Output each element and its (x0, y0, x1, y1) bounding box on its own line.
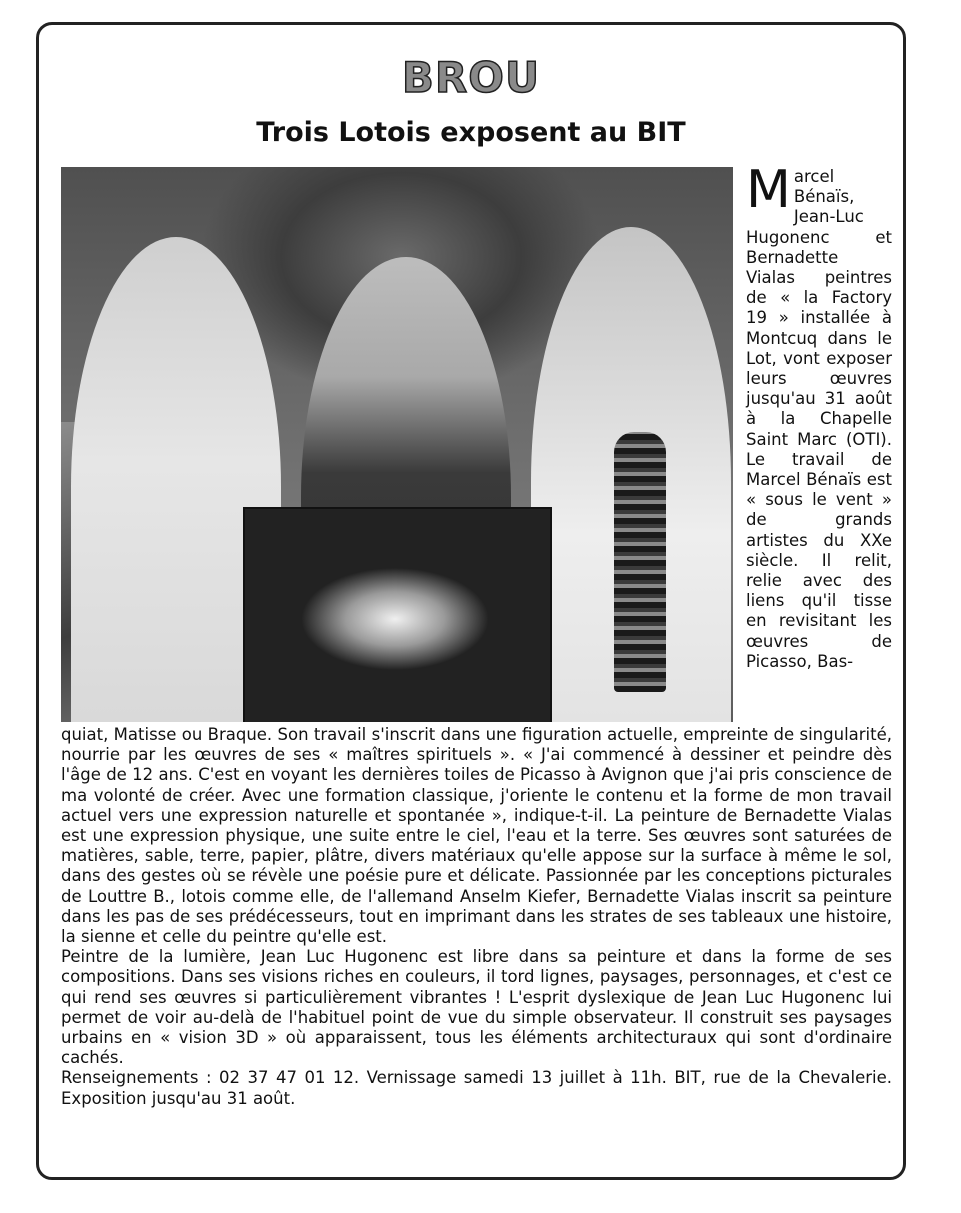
held-painting-image (243, 507, 552, 722)
sculpture-image (614, 432, 666, 692)
intro-column-text: arcel Bénaïs, Jean-Luc Hugonenc et Bernadette Vialas peintres de « la Factory 19 » installée à Montcuq dans le Lot, vont exposer leurs œuvres jusqu'au 31 août à la Chapelle Saint Marc (OTI). Le travail de Marcel Bénaïs est « sous le vent » de grands artistes du XXe siècle. Il relit, relie avec des liens qu'il tisse en revisitant les œuvres de Picasso, Bas- (746, 167, 892, 671)
drop-cap: M (746, 160, 791, 220)
article-photo (61, 167, 733, 722)
contact-paragraph: Renseignements : 02 37 47 01 12. Vernissage samedi 13 juillet à 11h. BIT, rue de la Chevalerie. Exposition jusqu'au 31 août. (61, 1068, 892, 1108)
section-title: BROU (401, 53, 541, 102)
article-frame (36, 22, 906, 1180)
article-headline: Trois Lotois exposent au BIT (256, 117, 686, 148)
body-paragraph: quiat, Matisse ou Braque. Son travail s'inscrit dans une figuration actuelle, empreinte de singularité, nourrie par les œuvres de ses « maîtres spirituels ». « J'ai commencé à dessiner et peindre dès l'âge de 12 ans. C'est en voyant les dernières toiles de Picasso à Avignon que j'ai pris conscience de ma volonté de créer. Avec une formation classique, j'oriente le contenu et la forme de mon travail actuel vers une expression naturelle et spontanée », indique-t-il. La peinture de Bernadette Vialas est une expression physique, une suite entre le ciel, l'eau et la terre. Ses œuvres sont saturées de matières, sable, terre, papier, plâtre, divers matériaux qu'elle appose sur la surface à même le sol, dans des gestes où se révèle une poésie pure et délicate. Passionnée par les conceptions picturales de Louttre B., lotois comme elle, de l'allemand Anselm Kiefer, Bernadette Vialas inscrit sa peinture dans les pas de ses prédécesseurs, tout en imprimant dans les strates de ses tableaux une histoire, la sienne et celle du peintre qu'elle est. (61, 725, 892, 947)
body-paragraph: Peintre de la lumière, Jean Luc Hugonenc est libre dans sa peinture et dans la forme de ses compositions. Dans ses visions riches en couleurs, il tord lignes, paysages, personnages, et c'est ce qui rend ses œuvres si particulièrement vibrantes ! L'esprit dyslexique de Jean Luc Hugonenc lui permet de voir au-delà de l'habituel point de vue du simple observateur. Il construit ses paysages urbains en « vision 3D » où apparaissent, tous les éléments architecturaux qui sont d'ordinaire cachés. (61, 947, 892, 1068)
article-body (61, 725, 892, 1109)
intro-column (746, 160, 892, 672)
